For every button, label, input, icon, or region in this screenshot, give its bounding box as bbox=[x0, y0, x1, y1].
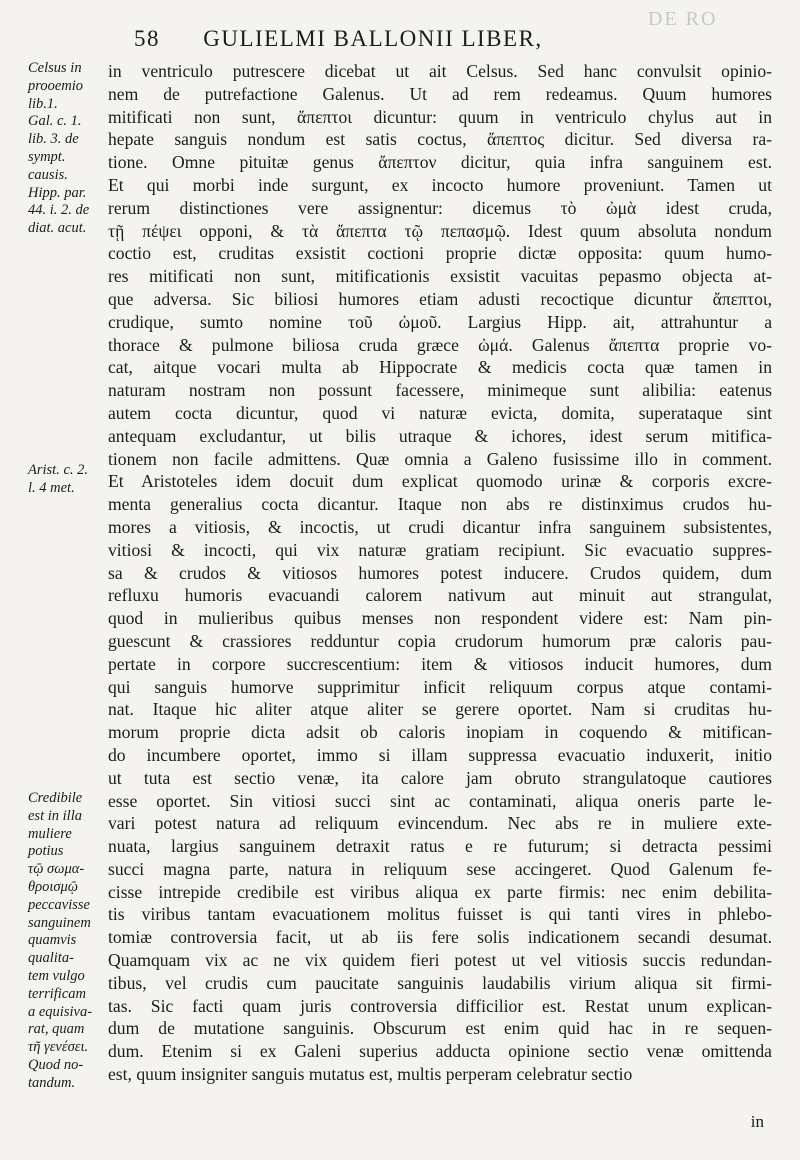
text-line: mores a vitiosis, & incoctis, ut crudi dicantur infra sanguinem subsistentes, bbox=[108, 516, 772, 537]
margin-note-line: tandum. bbox=[28, 1074, 76, 1091]
margin-note-line: τῷ σωμα- bbox=[28, 861, 85, 878]
margin-note-line: potius bbox=[28, 843, 64, 860]
text-line: hepate sanguis nondum est satis coctus, ἄπεπτος dicitur. Sed diversa ra- bbox=[108, 129, 772, 150]
margin-note-line: Hipp. par. bbox=[28, 184, 87, 201]
margin-note-line: muliere bbox=[28, 825, 72, 842]
text-line: nuata, largius sanguinem detraxit ratus e re futurum; si detracta pessimi bbox=[108, 836, 772, 857]
text-line: τῇ πέψει opponi, & τὰ ἄπεπτα τῷ πεπασμῷ. Idest quum absoluta nondum bbox=[108, 220, 772, 241]
text-line: tibus, vel crudis cum paucitate sanguinis laudabilis virium aliqua sit firmi- bbox=[108, 972, 772, 993]
text-line: tionem non facile admittens. Quæ omnia a Galeno fusissime illo in comment. bbox=[108, 448, 772, 469]
text-line: naturam nostram non possunt facessere, minimeque sunt alibilia: eatenus bbox=[108, 380, 772, 401]
text-line: menta generalius cocta dicantur. Itaque non abs re distinximus crudos hu- bbox=[108, 494, 772, 515]
margin-note-line: Celsus in bbox=[28, 60, 82, 76]
margin-note-line: prooemio bbox=[28, 77, 84, 94]
text-line: res mitificati non sunt, mitificationis exsistit vacuitas pepasmo objecta at- bbox=[108, 266, 772, 287]
text-line: dum. Etenim si ex Galeni superius adducta opinione sectio venæ omittenda bbox=[108, 1041, 772, 1062]
margin-note bbox=[28, 462, 108, 498]
text-line: tione. Omne pituitæ genus ἄπεπτον dicitur, quia infra sanguinem est. bbox=[108, 152, 772, 173]
margin-note-line: Gal. c. 1. bbox=[28, 113, 82, 130]
text-line: vitiosi & incocti, qui vix naturæ gratiam recipiunt. Sic evacuatio suppres- bbox=[108, 539, 772, 560]
bleed-through-text: DE RO bbox=[648, 8, 718, 30]
text-line: que adversa. Sic biliosi humores etiam adusti recoctique dicuntur ἄπεπτοι, bbox=[108, 288, 772, 309]
margin-note-line: quamvis bbox=[28, 932, 77, 949]
margin-note-line: causis. bbox=[28, 166, 68, 183]
margin-note-line: peccavisse bbox=[28, 896, 90, 913]
margin-note-line: rat, quam bbox=[28, 1021, 85, 1038]
margin-note bbox=[28, 60, 108, 238]
text-line: esse oportet. Sin vitiosi succi sint ac contaminati, aliqua oneris parte le- bbox=[108, 790, 772, 811]
text-line: refluxu humoris evacuandi calorem nativum aut minuit aut strangulat, bbox=[108, 585, 772, 606]
text-line: est, quum insigniter sanguis mutatus est, multis perperam celebratur sectio bbox=[108, 1064, 633, 1085]
margin-note-line: tem vulgo bbox=[28, 967, 85, 984]
margin-note-line: l. 4 met. bbox=[28, 479, 75, 496]
margin-note-line: lib.1. bbox=[28, 95, 58, 112]
margin-note bbox=[28, 790, 108, 1093]
body-text bbox=[108, 60, 772, 1086]
margin-note-line: Arist. c. 2. bbox=[28, 462, 89, 478]
text-line: coctio est, cruditas exsistit coctioni proprie dictæ opposita: quum humo- bbox=[108, 243, 772, 264]
text-line: thorace & pulmone biliosa cruda græce ὠμά. Galenus ἄπεπτα proprie vo- bbox=[108, 334, 772, 355]
text-line: tomiæ controversia facit, ut ab iis fere solis indicationem secandi desumat. bbox=[108, 927, 772, 948]
margin-note-line: qualita- bbox=[28, 950, 74, 967]
text-line: nat. Itaque hic aliter atque aliter se gerere oportet. Nam si cruditas hu- bbox=[108, 699, 772, 720]
margin-note-line: a equisiva- bbox=[28, 1003, 93, 1020]
margin-note-line: terrificam bbox=[28, 985, 86, 1002]
text-line: cisse intrepide credibile est viribus aliqua ex parte firmis: nec enim debilita- bbox=[108, 881, 772, 902]
running-title: GULIELMI BALLONII LIBER, bbox=[203, 26, 543, 51]
text-line: antequam excludantur, ut bilis utraque & ichores, idest serum mitifica- bbox=[108, 425, 772, 446]
margin-note-line: Quod no- bbox=[28, 1056, 84, 1073]
margin-note-line: est in illa bbox=[28, 807, 82, 824]
text-line: morum proprie dicta adsit ob caloris inopiam in coquendo & mitifican- bbox=[108, 722, 772, 743]
text-line: succi magna parte, natura in reliquum sese accingeret. Quod Galenum fe- bbox=[108, 858, 772, 879]
text-line: dum de mutatione sanguinis. Obscurum est enim quid hac in re sequen- bbox=[108, 1018, 772, 1039]
text-line: pertate in corpore succrescentium: item & vitiosos inducit humores, dum bbox=[108, 653, 772, 674]
text-line: ut tuta est sectio venæ, ita calore jam obruto strangulatoque cautiores bbox=[108, 767, 772, 788]
text-line: Quamquam vix ac ne vix quidem fieri potest ut vel vitiosis succis redundan- bbox=[108, 950, 772, 971]
text-line: qui sanguis humorve supprimitur inficit reliquum corpus atque contami- bbox=[108, 676, 772, 697]
running-head bbox=[134, 26, 754, 60]
text-line: Et Aristoteles idem docuit dum explicat quomodo urinæ & corporis excre- bbox=[108, 471, 772, 492]
text-line: rerum distinctiones vere assignentur: dicemus τὸ ὠμὰ idest cruda, bbox=[108, 197, 772, 218]
margin-note-line: τῆ γενέσει. bbox=[28, 1039, 89, 1056]
text-line: vari potest natura ad reliquum evincendum. Nec abs re in muliere exte- bbox=[108, 813, 772, 834]
text-line: tis viribus tantam evacuationem molitus fuisset is qui tanti vires in phlebo- bbox=[108, 904, 772, 925]
text-line: Et qui morbi inde surgunt, ex incocto humore proveniunt. Tamen ut bbox=[108, 174, 772, 195]
text-line: mitificati non sunt, ἄπεπτοι dicuntur: quum in ventriculo chylus aut in bbox=[108, 106, 772, 127]
margin-note-line: sympt. bbox=[28, 148, 66, 165]
page-number: 58 bbox=[134, 26, 160, 51]
text-line: in ventriculo putrescere dicebat ut ait Celsus. Sed hanc convulsit opinio- bbox=[108, 61, 772, 81]
text-line: quod in mulieribus quibus menses non respondent videre est: Nam pin- bbox=[108, 608, 772, 629]
text-line: crudique, sumto nomine τοῦ ὠμοῦ. Largius Hipp. ait, attrahuntur a bbox=[108, 311, 772, 332]
text-line: cat, aitque vocari multa ab Hippocrate & medicis cocta quæ tamen in bbox=[108, 357, 772, 378]
margin-note-line: 44. i. 2. de bbox=[28, 202, 90, 219]
text-line: autem cocta dicuntur, quod vi naturæ evicta, domita, superataque sint bbox=[108, 402, 772, 423]
margin-note-line: Credibile bbox=[28, 790, 83, 806]
margin-note-line: θροισμῷ bbox=[28, 878, 79, 895]
margin-note-line: lib. 3. de bbox=[28, 131, 79, 148]
text-line: tas. Sic facti quam juris controversia difficilior est. Restat unum explican- bbox=[108, 995, 772, 1016]
catchword: in bbox=[750, 1112, 764, 1131]
text-line: guescunt & crassiores redduntur copia crudorum humorum præ caloris pau- bbox=[108, 630, 772, 651]
margin-note-line: sanguinem bbox=[28, 914, 91, 931]
text-line: sa & crudos & vitiosos humores potest inducere. Crudos quidem, dum bbox=[108, 562, 772, 583]
text-line: nem de putrefactione Galenus. Ut ad rem redeamus. Quum humores bbox=[108, 83, 772, 104]
text-line: do incumbere oportet, immo si illam suppressa evacuatio induxerit, initio bbox=[108, 744, 772, 765]
margin-note-line: diat. acut. bbox=[28, 220, 87, 237]
